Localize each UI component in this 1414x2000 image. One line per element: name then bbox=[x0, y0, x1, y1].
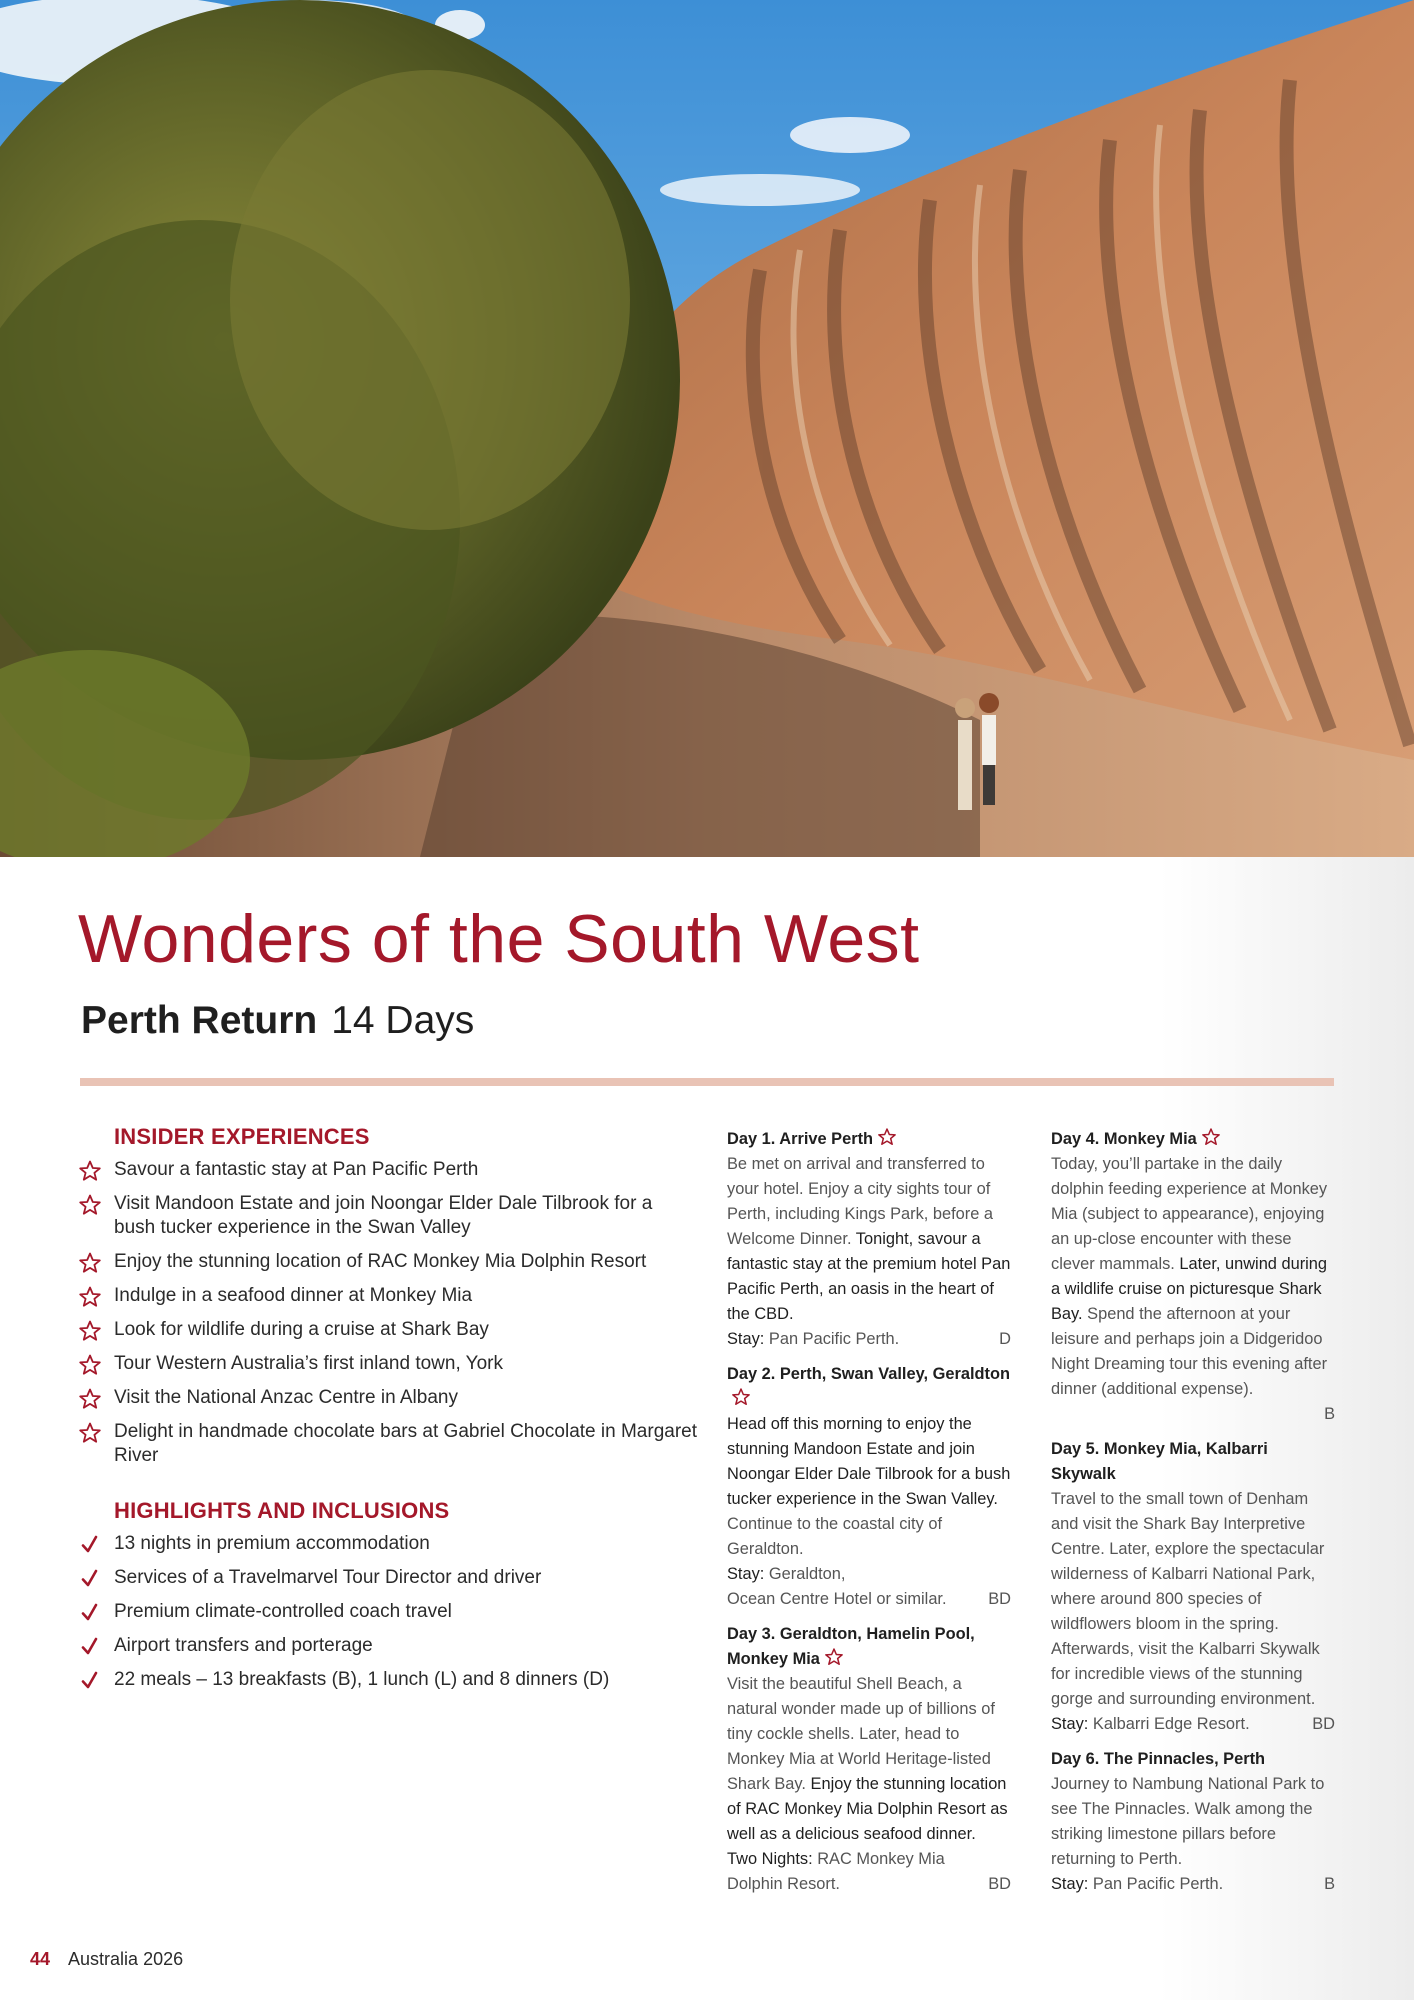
day-stay-line-2 bbox=[727, 1872, 1011, 1897]
itinerary-day bbox=[1051, 1437, 1335, 1737]
stay-hotel: Kalbarri Edge Resort. bbox=[1092, 1715, 1250, 1733]
highlight-item-text: Services of a Travelmarvel Tour Director and driver bbox=[114, 1567, 542, 1588]
day-stay-line bbox=[727, 1562, 1011, 1587]
day-title-text: Day 3. Geraldton, Hamelin Pool, Monkey Mia bbox=[727, 1625, 975, 1668]
meal-code: BD bbox=[988, 1875, 1011, 1893]
day-highlight-text: Tonight, savour a fantastic stay at the premium hotel Pan Pacific Perth, an oasis in the heart of the CBD. bbox=[727, 1230, 1011, 1323]
insider-item-text: Look for wildlife during a cruise at Shark Bay bbox=[114, 1319, 489, 1340]
highlight-item-text: 13 nights in premium accommodation bbox=[114, 1533, 430, 1554]
check-icon bbox=[78, 1669, 102, 1693]
insider-item bbox=[78, 1284, 698, 1308]
check-icon bbox=[78, 1601, 102, 1625]
insider-item bbox=[78, 1318, 698, 1342]
day-text: Be met on arrival and transferred to your hotel. Enjoy a city sights tour of Perth, including Kings Park, before a Welcome Dinner. bbox=[727, 1155, 994, 1248]
itinerary-day bbox=[727, 1362, 1011, 1612]
star-icon bbox=[824, 1647, 844, 1667]
trip-subtitle bbox=[81, 1000, 474, 1043]
insider-item-text: Tour Western Australia’s first inland town, York bbox=[114, 1353, 503, 1374]
day-highlight-text: Head off this morning to enjoy the stunning Mandoon Estate and join Noongar Elder Dale Tilbrook for a bush tucker experience in the Swan Valley. bbox=[727, 1415, 1011, 1508]
stay-info bbox=[727, 1327, 899, 1352]
highlight-item bbox=[78, 1532, 698, 1556]
day-text: Visit the beautiful Shell Beach, a natural wonder made up of billions of tiny cockle shells. Later, head to Monkey Mia at World Heritage-listed Shark Bay. bbox=[727, 1675, 995, 1793]
day-title-text: Day 2. Perth, Swan Valley, Geraldton bbox=[727, 1365, 1010, 1383]
highlight-item bbox=[78, 1600, 698, 1624]
itinerary-day bbox=[727, 1622, 1011, 1897]
insider-list bbox=[78, 1158, 698, 1468]
day-description bbox=[1051, 1155, 1327, 1398]
itinerary-day bbox=[727, 1127, 1011, 1352]
day-highlight-text: Later, unwind during a wildlife cruise on picturesque Shark Bay. bbox=[1051, 1255, 1328, 1323]
check-icon bbox=[78, 1533, 102, 1557]
day-text: Journey to Nambung National Park to see The Pinnacles. Walk among the striking limestone pillars before returning to Perth. bbox=[1051, 1775, 1325, 1868]
itinerary-day bbox=[1051, 1747, 1335, 1897]
star-icon bbox=[731, 1387, 751, 1407]
hero-photo-wave-rock bbox=[0, 0, 1414, 857]
star-icon bbox=[78, 1159, 102, 1183]
insider-item bbox=[78, 1420, 698, 1468]
stay-label: Stay: bbox=[727, 1565, 765, 1583]
stay-hotel-cont: Ocean Centre Hotel or similar. bbox=[727, 1590, 947, 1608]
stay-label: Two Nights: bbox=[727, 1850, 813, 1868]
stay-hotel: Geraldton, bbox=[768, 1565, 846, 1583]
star-icon bbox=[78, 1387, 102, 1411]
day-text: Spend the afternoon at your leisure and perhaps join a Didgeridoo Night Dreaming tour this evening after dinner (additional expense). bbox=[1051, 1305, 1328, 1398]
highlight-item bbox=[78, 1566, 698, 1590]
insider-item bbox=[78, 1352, 698, 1376]
itinerary-column-1 bbox=[727, 1127, 1011, 1907]
highlights-section bbox=[78, 1498, 698, 1692]
meal-code: BD bbox=[1312, 1715, 1335, 1733]
insider-item-text: Visit Mandoon Estate and join Noongar Elder Dale Tilbrook for a bush tucker experience in the Swan Valley bbox=[114, 1193, 653, 1238]
insider-item bbox=[78, 1386, 698, 1410]
day-title bbox=[1051, 1127, 1335, 1152]
highlight-item bbox=[78, 1668, 698, 1692]
star-icon bbox=[78, 1251, 102, 1275]
day-title-text: Day 5. Monkey Mia, Kalbarri Skywalk bbox=[1051, 1440, 1268, 1483]
stay-label: Stay: bbox=[1051, 1875, 1089, 1893]
stay-hotel: RAC Monkey Mia bbox=[817, 1850, 945, 1868]
insider-item bbox=[78, 1250, 698, 1274]
insider-item bbox=[78, 1192, 698, 1240]
publication-name: Australia 2026 bbox=[68, 1949, 184, 1969]
meal-code: B bbox=[1324, 1405, 1335, 1423]
page-footer bbox=[30, 1949, 183, 1970]
stay-label: Stay: bbox=[727, 1330, 765, 1348]
check-icon bbox=[78, 1635, 102, 1659]
star-icon bbox=[877, 1127, 897, 1147]
day-description bbox=[727, 1415, 1010, 1558]
day-text: Continue to the coastal city of Geraldton. bbox=[727, 1515, 943, 1558]
star-icon bbox=[1201, 1127, 1221, 1147]
title-divider bbox=[80, 1078, 1334, 1086]
highlight-item-text: 22 meals – 13 breakfasts (B), 1 lunch (L) and 8 dinners (D) bbox=[114, 1669, 610, 1690]
meal-code: D bbox=[999, 1330, 1011, 1348]
star-icon bbox=[78, 1285, 102, 1309]
day-title bbox=[1051, 1437, 1335, 1487]
highlight-item bbox=[78, 1634, 698, 1658]
star-icon bbox=[78, 1421, 102, 1445]
stay-hotel: Pan Pacific Perth. bbox=[1092, 1875, 1224, 1893]
day-stay-line bbox=[727, 1327, 1011, 1352]
stay-info bbox=[1051, 1712, 1250, 1737]
insider-item-text: Visit the National Anzac Centre in Albany bbox=[114, 1387, 458, 1408]
experiences-column bbox=[78, 1124, 698, 1702]
meal-code: B bbox=[1324, 1875, 1335, 1893]
day-text: Travel to the small town of Denham and visit the Shark Bay Interpretive Centre. Later, explore the spectacular wilderness of Kalbarri National Park, where around 800 species of wildflowers bloom in the spring. Afterwards, visit the Kalbarri Skywalk for incredible views of the stunning gorge and surrounding environment. bbox=[1051, 1490, 1325, 1708]
insider-item-text: Indulge in a seafood dinner at Monkey Mia bbox=[114, 1285, 473, 1306]
day-title bbox=[727, 1127, 1011, 1152]
hero-photo-illustration bbox=[0, 0, 1414, 857]
star-icon bbox=[78, 1193, 102, 1217]
page-number: 44 bbox=[30, 1949, 51, 1969]
insider-item-text: Delight in handmade chocolate bars at Gabriel Chocolate in Margaret River bbox=[114, 1421, 697, 1466]
insider-item-text: Enjoy the stunning location of RAC Monkey Mia Dolphin Resort bbox=[114, 1251, 647, 1272]
day-description bbox=[727, 1155, 1010, 1323]
stay-hotel-cont: Dolphin Resort. bbox=[727, 1875, 840, 1893]
insider-item-text: Savour a fantastic stay at Pan Pacific Perth bbox=[114, 1159, 479, 1180]
highlights-heading: HIGHLIGHTS AND INCLUSIONS bbox=[114, 1498, 450, 1523]
stay-hotel: Pan Pacific Perth. bbox=[768, 1330, 900, 1348]
day-stay-line bbox=[1051, 1872, 1335, 1897]
day-stay-line bbox=[727, 1847, 1011, 1872]
day-text: Today, you’ll partake in the daily dolphin feeding experience at Monkey Mia (subject to appearance), enjoying an up-close encounter with these clever mammals. bbox=[1051, 1155, 1328, 1273]
day-title bbox=[727, 1362, 1011, 1412]
day-title bbox=[727, 1622, 1011, 1672]
day-description bbox=[727, 1675, 1008, 1843]
highlight-item-text: Airport transfers and porterage bbox=[114, 1635, 373, 1656]
page-title: Wonders of the South West bbox=[78, 901, 920, 977]
insider-heading: INSIDER EXPERIENCES bbox=[114, 1124, 370, 1149]
highlights-list bbox=[78, 1532, 698, 1692]
check-icon bbox=[78, 1567, 102, 1591]
day-title-text: Day 6. The Pinnacles, Perth bbox=[1051, 1750, 1266, 1768]
meal-code: BD bbox=[988, 1590, 1011, 1608]
highlight-item-text: Premium climate-controlled coach travel bbox=[114, 1601, 452, 1622]
day-description bbox=[1051, 1490, 1324, 1708]
trip-duration: 14 Days bbox=[331, 999, 475, 1042]
day-description bbox=[1051, 1775, 1324, 1868]
day-highlight-text: Enjoy the stunning location of RAC Monkey Mia Dolphin Resort as well as a delicious seafood dinner. bbox=[727, 1775, 1008, 1843]
insider-item bbox=[78, 1158, 698, 1182]
stay-label: Stay: bbox=[1051, 1715, 1089, 1733]
itinerary-column-2 bbox=[1051, 1127, 1335, 1907]
trip-route: Perth Return bbox=[81, 999, 318, 1042]
itinerary-day bbox=[1051, 1127, 1335, 1427]
day-stay-line bbox=[1051, 1712, 1335, 1737]
day-title bbox=[1051, 1747, 1335, 1772]
day-stay-line-2 bbox=[727, 1587, 1011, 1612]
stay-info bbox=[1051, 1872, 1223, 1897]
day-meal-line bbox=[1051, 1402, 1335, 1427]
star-icon bbox=[78, 1353, 102, 1377]
day-title-text: Day 4. Monkey Mia bbox=[1051, 1130, 1197, 1148]
day-title-text: Day 1. Arrive Perth bbox=[727, 1130, 874, 1148]
star-icon bbox=[78, 1319, 102, 1343]
